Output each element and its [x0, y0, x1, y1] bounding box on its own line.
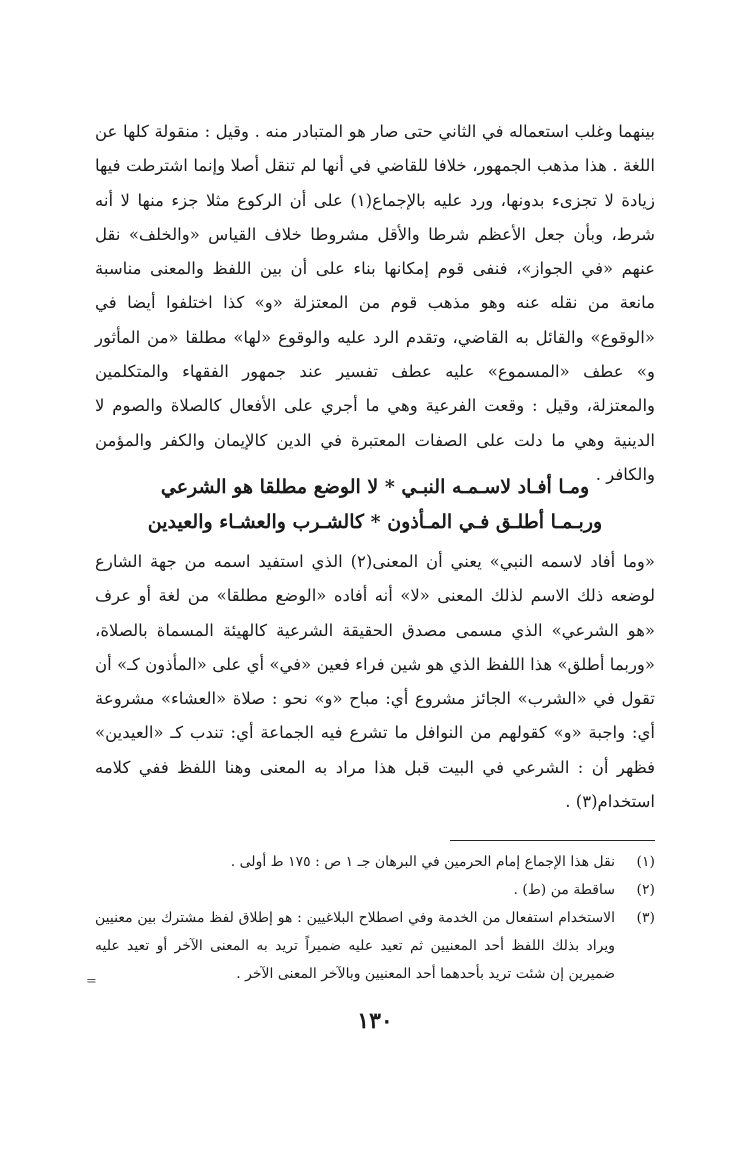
- footnote-number: (٢): [636, 882, 655, 898]
- margin-mark: =: [86, 974, 97, 989]
- footnote-3: [95, 904, 655, 988]
- footnotes: [95, 848, 655, 988]
- footnote-text: الاستخدام استفعال من الخدمة وفي اصطلاح البلاغيين : هو إطلاق لفظ مشترك بين معنيين ويراد بذلك اللفظ أحد المعنيين ثم تعيد عليه ضميراً تريد به المعنى الآخر أو تعيد عليه ضميرين إن شئت تريد بأحدهما أحد المعنيين وبالآخر المعنى الآخر .: [95, 910, 615, 982]
- footnote-1: [95, 848, 655, 876]
- footnote-number: (١): [636, 854, 655, 870]
- verse-line-2: وربـمـا أطلـق فـي المـأذون * كالشـرب والعشـاء والعيدين: [147, 511, 603, 533]
- footnote-number: (٣): [636, 910, 655, 926]
- footnote-text: ساقطة من (ط) .: [513, 882, 615, 898]
- verse-block: [95, 470, 655, 540]
- footnote-2: [95, 876, 655, 904]
- footnote-divider: [450, 840, 655, 841]
- footnote-text: نقل هذا الإجماع إمام الحرمين في البرهان جـ ١ ص : ١٧٥ ط أولى .: [230, 854, 615, 870]
- page-number: ١٣٠: [357, 1008, 393, 1034]
- body-paragraph-2: «وما أفاد لاسمه النبي» يعني أن المعنى(٢) الذي استفيد اسمه من جهة الشارع لوضعه ذلك الاسم لذلك المعنى «لا» أنه أفاده «الوضع مطلقا» من لغة أو عرف «هو الشرعي» الذي مسمى مصدق الحقيقة الشرعية كالهيئة المسماة بالصلاة، «وربما أطلق» هذا اللفظ الذي هو شين فراء فعين «في» أي على «المأذون كـ» أن تقول في «الشرب» الجائز مشروع أي: مباح «و» نحو : صلاة «العشاء» مشروعة أي: واجبة «و» كقولهم من النوافل ما تشرع فيه الجماعة أي: تندب كـ «العيدين» فظهر أن : الشرعي في البيت قبل هذا مراد به المعنى وهنا اللفظ ففي كلامه استخدام(٣) .: [95, 552, 655, 812]
- body-paragraph-1: بينهما وغلب استعماله في الثاني حتى صار هو المتبادر منه . وقيل : منقولة كلها عن اللغة . هذا مذهب الجمهور، خلافا للقاضي في أنها لم تنقل أصلا وإنما اشترطت فيها زيادة لا تجزىء بدونها، ورد عليه بالإجماع(١) على أن الركوع مثلا جزء منها لا أنه شرط، وبأن جعل الأعظم شرطا والأقل مشروطا خلاف القياس «والخلف» نقل عنهم «في الجواز»، فنفى قوم إمكانها بناء على أن بين اللفظ والمعنى مناسبة مانعة من نقله عنه وهو مذهب قوم من المعتزلة «و» كذا اختلفوا أيضا في «الوقوع» والقائل به القاضي، وتقدم الرد عليه والوقوع «لها» مطلقا «من المأثور و» عطف «المسموع» عليه عطف تفسير عند جمهور الفقهاء والمتكلمين والمعتزلة، وقيل : وقعت الفرعية وهي ما أجري على الأفعال كالصلاة والصوم لا الدينية وهي ما دلت على الصفات المعتبرة في الدين كالإيمان والكفر والمؤمن والكافر .: [95, 122, 655, 484]
- verse-line-1: ومـا أفـاد لاسـمـه النبـي * لا الوضع مطلقا هو الشرعي: [160, 476, 590, 498]
